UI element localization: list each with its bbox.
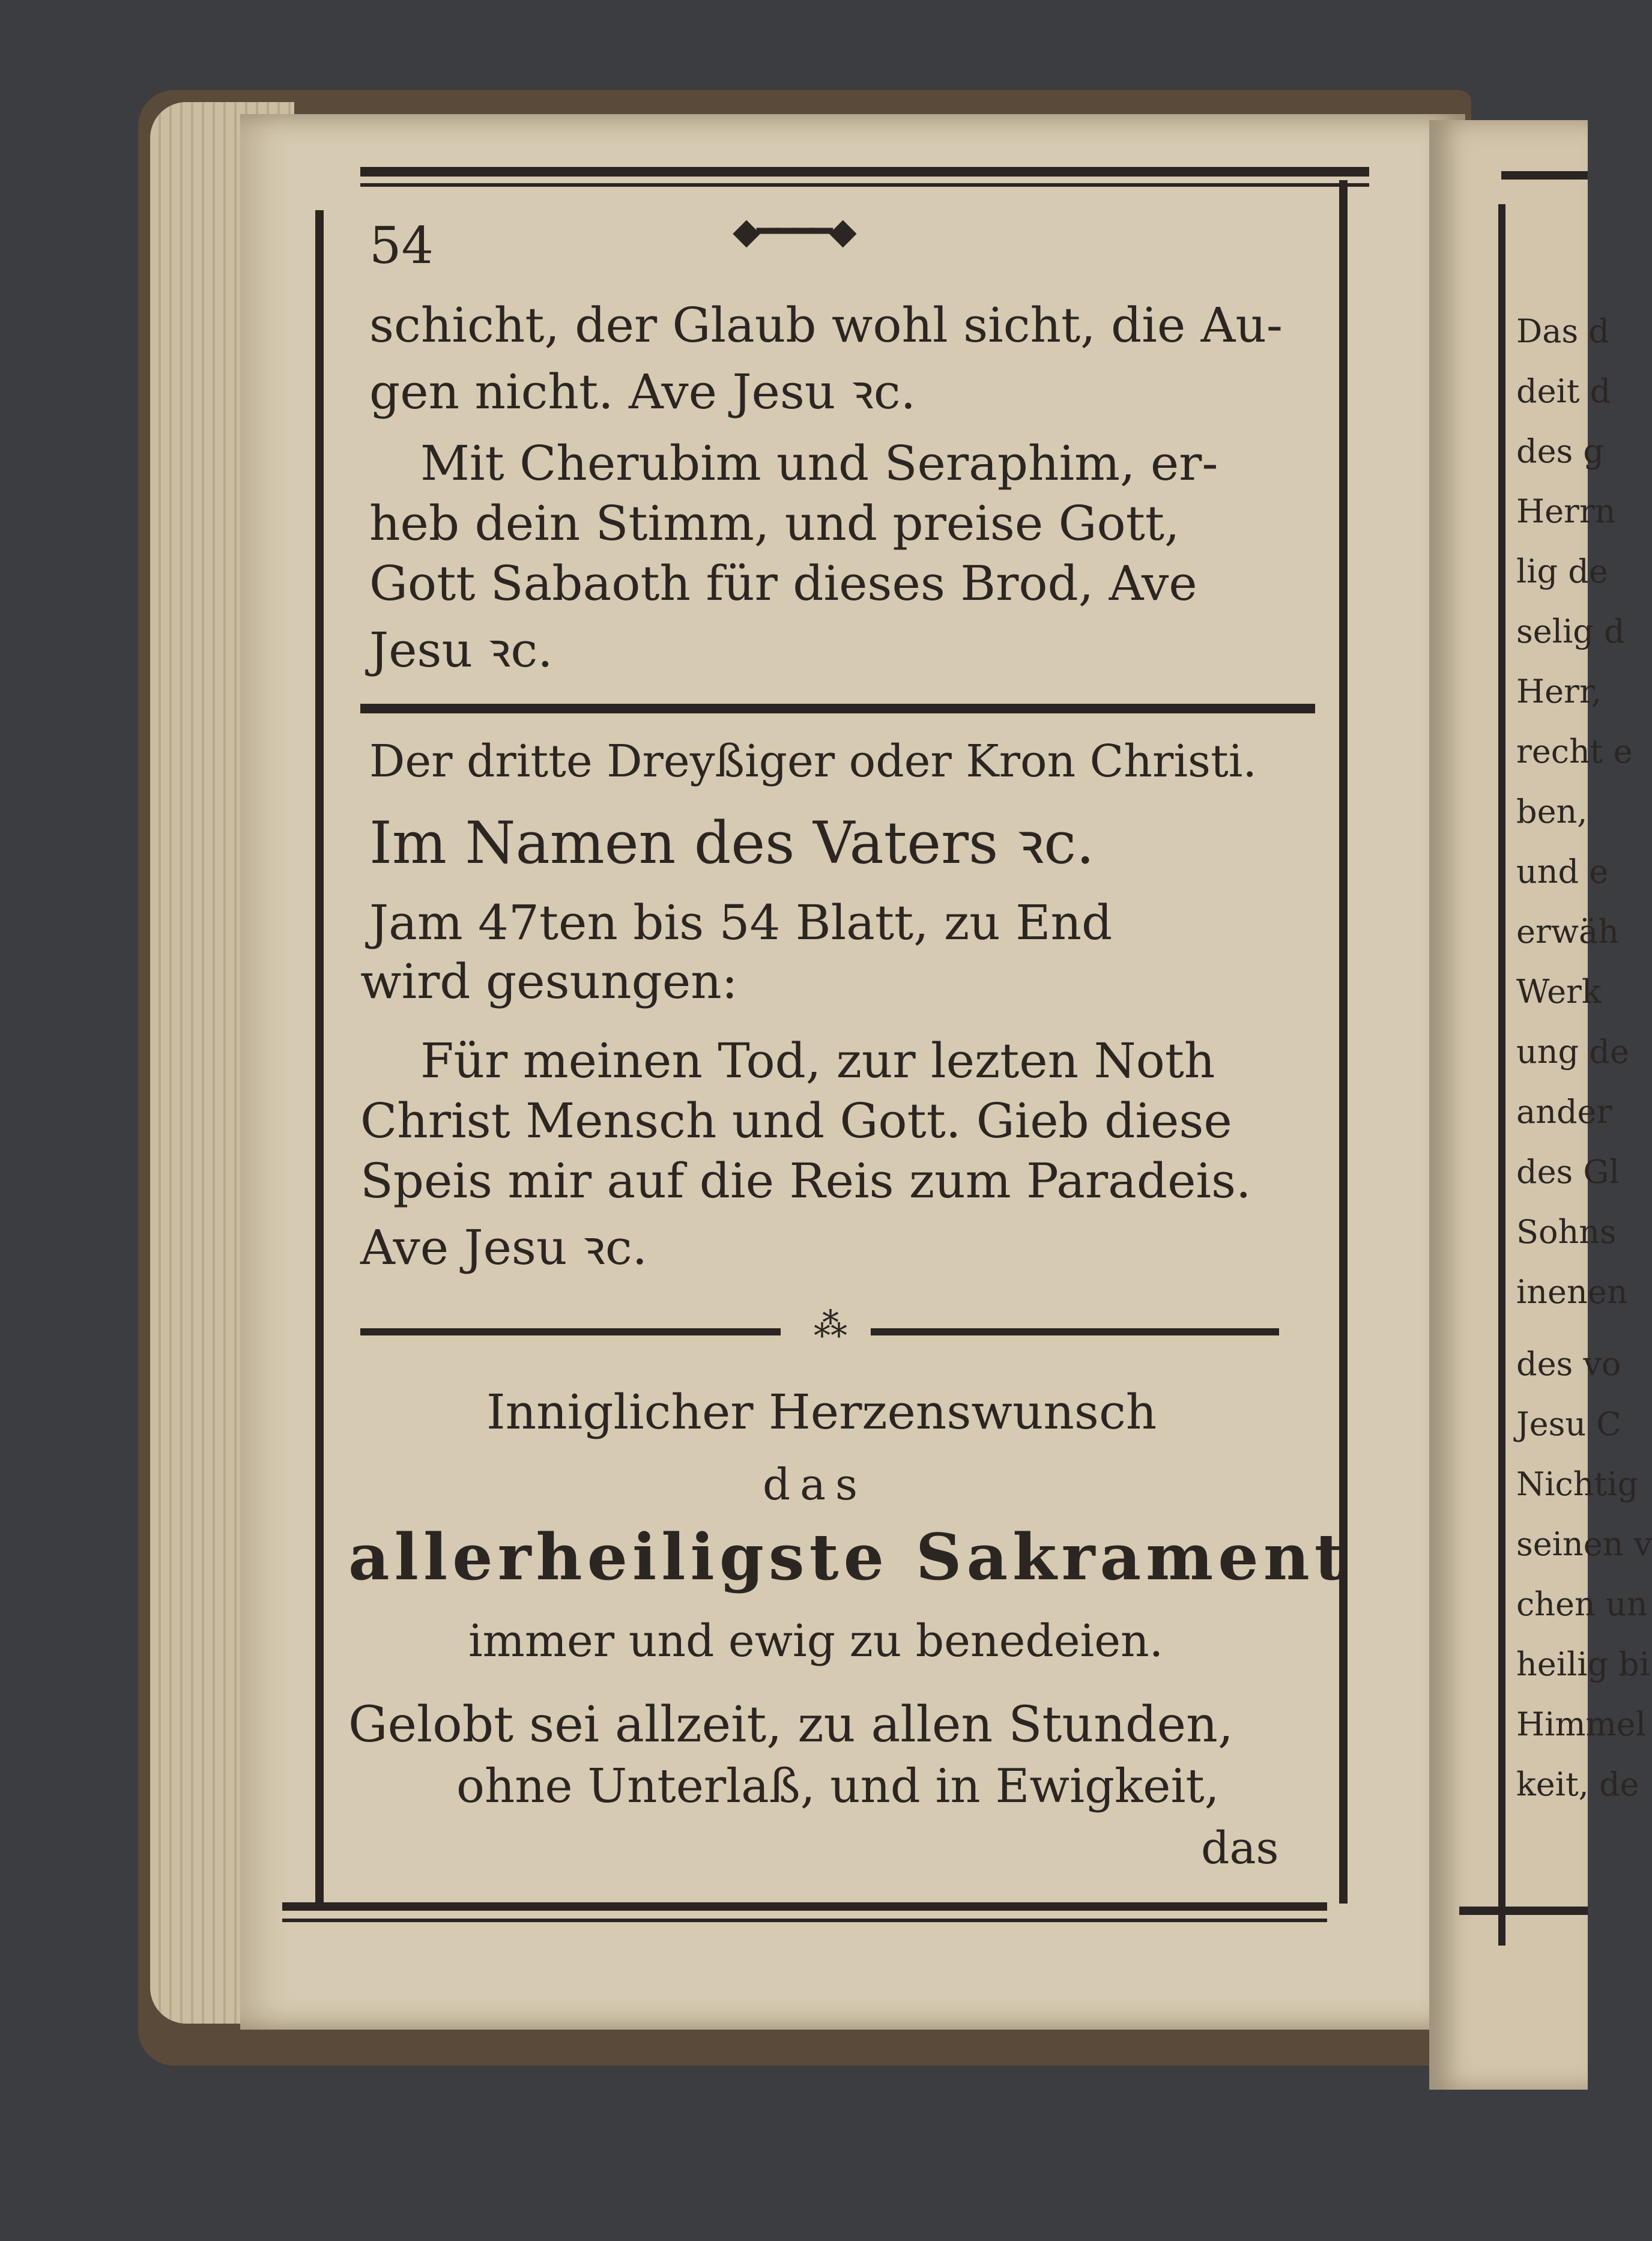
right-page-line: Jesu C xyxy=(1516,1405,1621,1443)
right-page-line: Himmel xyxy=(1516,1705,1646,1743)
bottom-rule xyxy=(282,1902,1327,1911)
closing-line: ohne Unterlaß, und in Ewigkeit, xyxy=(456,1759,1220,1813)
right-page-line: heilig bi xyxy=(1516,1645,1650,1683)
right-page-line: keit, de xyxy=(1516,1765,1639,1803)
right-page-line: seinen v xyxy=(1516,1525,1652,1563)
right-page-line: des vo xyxy=(1516,1345,1621,1383)
right-page-line: Werk xyxy=(1516,973,1602,1011)
separator-line-right xyxy=(871,1328,1279,1335)
text-line: Mit Cherubim und Seraphim, er- xyxy=(420,435,1218,491)
text-line: Gott Sabaoth für dieses Brod, Ave xyxy=(369,555,1197,611)
right-page-line: Herrn xyxy=(1516,492,1616,530)
right-page-line: lig de xyxy=(1516,552,1608,590)
text-line: Jesu ꝛc. xyxy=(369,622,553,678)
top-rule xyxy=(360,167,1369,177)
separator-line-left xyxy=(360,1328,781,1335)
bottom-rule-thin xyxy=(282,1919,1327,1922)
right-page-line: Herr, xyxy=(1516,673,1602,710)
right-page-line: des g xyxy=(1516,432,1604,470)
text-line: Speis mir auf die Reis zum Paradeis. xyxy=(360,1153,1251,1209)
right-page-line: des Gl xyxy=(1516,1153,1620,1191)
right-page-line: ben, xyxy=(1516,793,1588,830)
right-page-frame-rule xyxy=(1498,204,1505,1946)
right-page-top-rule xyxy=(1501,171,1588,180)
text-line: schicht, der Glaub wohl sicht, die Au- xyxy=(369,297,1283,353)
right-page-line: inenen xyxy=(1516,1273,1628,1311)
text-line: Jam 47ten bis 54 Blatt, zu End xyxy=(369,895,1113,951)
right-page-line: erwäh xyxy=(1516,913,1619,951)
right-page-line: deit d xyxy=(1516,372,1611,410)
title-line-3: allerheiligste Sakrament xyxy=(348,1519,1349,1594)
right-page-bottom-rule xyxy=(1459,1907,1588,1915)
header-ornament: ◆━━━━◆ xyxy=(733,210,853,252)
right-page-line: Das d xyxy=(1516,312,1609,350)
left-frame-rule xyxy=(315,210,324,1910)
right-page-line: und e xyxy=(1516,853,1609,891)
top-rule-thin xyxy=(360,183,1369,187)
closing-line: Gelobt sei allzeit, zu allen Stunden, xyxy=(348,1696,1233,1753)
title-line-2: das xyxy=(763,1459,867,1510)
text-line: heb dein Stimm, und preise Gott, xyxy=(369,495,1180,551)
right-page-line: chen un xyxy=(1516,1585,1648,1623)
title-line-1: Inniglicher Herzenswunsch xyxy=(486,1384,1157,1440)
text-line: wird gesungen: xyxy=(360,954,738,1009)
separator-ornament: ⁂ xyxy=(814,1306,847,1345)
text-line: gen nicht. Ave Jesu ꝛc. xyxy=(369,364,916,420)
right-page-line: ander xyxy=(1516,1093,1612,1131)
catchword: das xyxy=(1201,1822,1279,1874)
section-divider xyxy=(360,704,1315,713)
section-heading: Der dritte Dreyßiger oder Kron Christi. xyxy=(369,736,1257,787)
right-page-line: ung de xyxy=(1516,1033,1629,1071)
right-page-line: selig d xyxy=(1516,612,1625,650)
text-line: Ave Jesu ꝛc. xyxy=(360,1220,648,1275)
right-page-line: recht e xyxy=(1516,733,1633,770)
right-page-line: Nichtig xyxy=(1516,1465,1639,1503)
page-number: 54 xyxy=(369,216,434,275)
text-line: Christ Mensch und Gott. Gieb diese xyxy=(360,1093,1232,1149)
right-frame-rule xyxy=(1339,180,1348,1904)
title-line-4: immer und ewig zu benedeien. xyxy=(468,1615,1164,1667)
right-page-line: Sohns xyxy=(1516,1213,1617,1251)
text-line: Für meinen Tod, zur lezten Noth xyxy=(420,1033,1215,1089)
section-first-line: Im Namen des Vaters ꝛc. xyxy=(369,809,1095,877)
